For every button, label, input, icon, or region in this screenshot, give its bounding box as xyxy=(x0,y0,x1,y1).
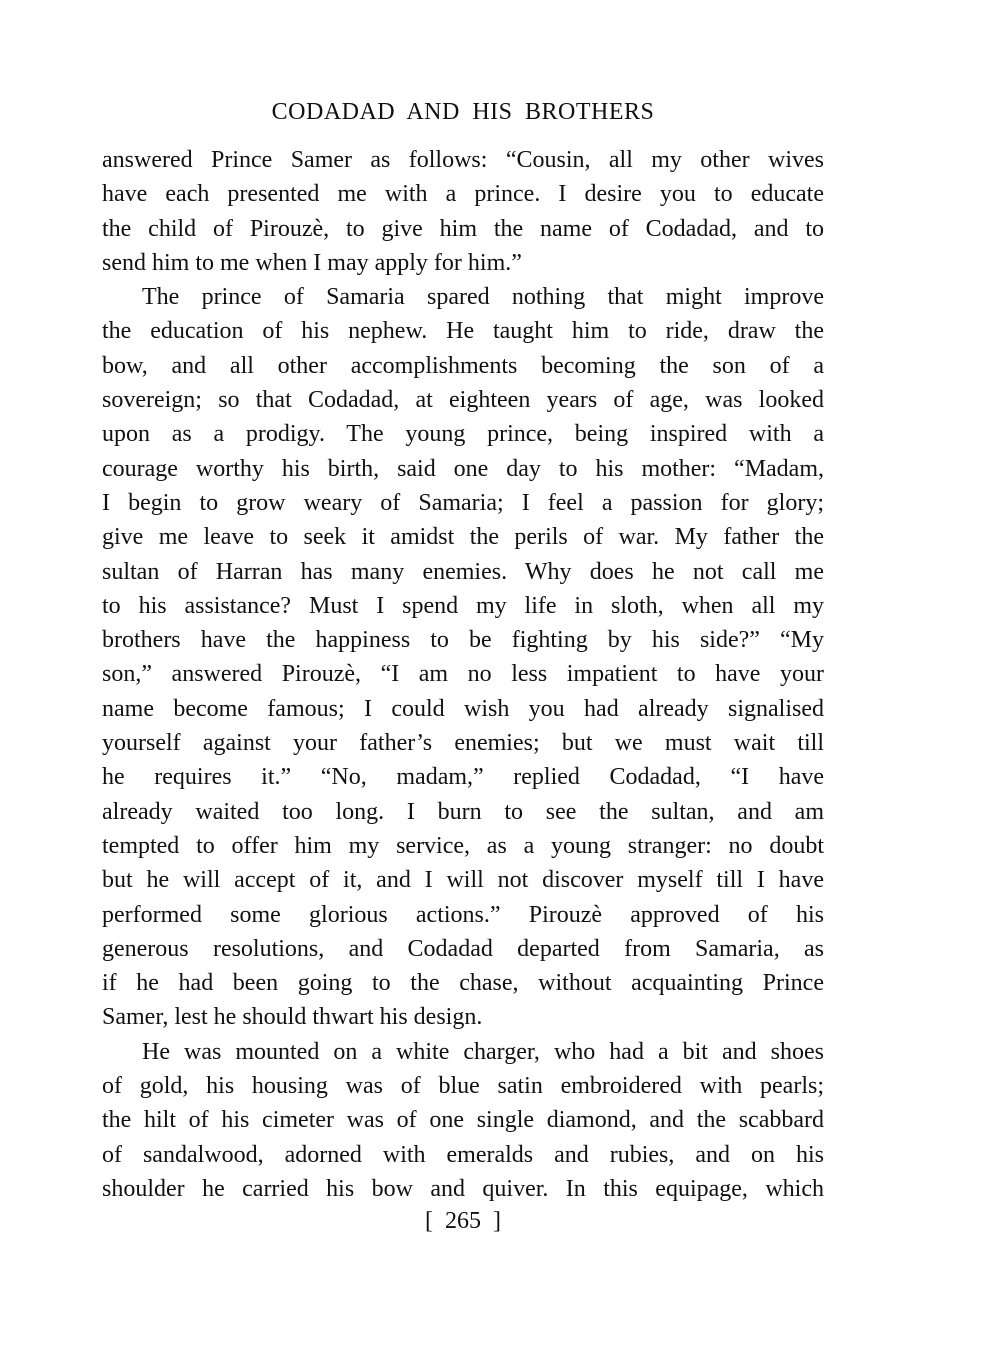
text-line: answered Prince Samer as follows: “Cousin, all my other wives xyxy=(102,147,824,173)
text-line: shoulder he carried his bow and quiver. In this equipage, which xyxy=(102,1175,824,1202)
paragraph-2 xyxy=(102,280,824,1035)
text-line: have each presented me with a prince. I desire you to educate xyxy=(102,181,824,208)
text-line: the hilt of his cimeter was of one single diamond, and the scabbard xyxy=(102,1107,824,1134)
page-number: [ 265 ] xyxy=(425,1208,501,1234)
text-line: generous resolutions, and Codadad departed from Samaria, as xyxy=(102,935,824,962)
text-line: give me leave to seek it amidst the perils of war. My father the xyxy=(102,524,824,551)
text-line: sultan of Harran has many enemies. Why does he not call me xyxy=(102,558,824,585)
text-line: The prince of Samaria spared nothing that might improve xyxy=(142,284,824,311)
text-line: brothers have the happiness to be fighting by his side?” “My xyxy=(102,627,824,654)
text-line: yourself against your father’s enemies; but we must wait till xyxy=(102,730,824,757)
text-line: the child of Pirouzè, to give him the name of Codadad, and to xyxy=(102,215,824,242)
text-line: already waited too long. I burn to see the sultan, and am xyxy=(102,798,824,825)
text-line: I begin to grow weary of Samaria; I feel a passion for glory; xyxy=(102,489,824,516)
running-head: CODADAD AND HIS BROTHERS xyxy=(271,99,655,125)
text-line: but he will accept of it, and I will not discover myself till I have xyxy=(102,867,824,894)
text-line: send him to me when I may apply for him.” xyxy=(102,249,522,276)
text-line: name become famous; I could wish you had already signalised xyxy=(102,695,824,722)
text-line: of sandalwood, adorned with emeralds and rubies, and on his xyxy=(102,1141,824,1168)
text-line: sovereign; so that Codadad, at eighteen years of age, was looked xyxy=(102,387,824,414)
text-line: He was mounted on a white charger, who had a bit and shoes xyxy=(142,1038,824,1065)
paragraph-1 xyxy=(102,143,824,280)
text-line: the education of his nephew. He taught him to ride, draw the xyxy=(102,318,824,345)
text-line: he requires it.” “No, madam,” replied Codadad, “I have xyxy=(102,764,824,791)
text-line: if he had been going to the chase, without acquainting Prince xyxy=(102,970,824,997)
text-line: courage worthy his birth, said one day to his mother: “Madam, xyxy=(102,455,824,482)
text-line: performed some glorious actions.” Pirouzè approved of his xyxy=(102,901,824,928)
text-line: to his assistance? Must I spend my life in sloth, when all my xyxy=(102,592,824,619)
text-line: tempted to offer him my service, as a young stranger: no doubt xyxy=(102,832,824,859)
text-line: son,” answered Pirouzè, “I am no less impatient to have your xyxy=(102,661,824,688)
text-line: upon as a prodigy. The young prince, being inspired with a xyxy=(102,421,824,448)
paragraph-3 xyxy=(102,1035,824,1206)
text-line: Samer, lest he should thwart his design. xyxy=(102,1004,483,1031)
text-line: bow, and all other accomplishments becoming the son of a xyxy=(102,352,824,379)
body-text xyxy=(102,143,824,1206)
text-line: of gold, his housing was of blue satin embroidered with pearls; xyxy=(102,1073,824,1100)
